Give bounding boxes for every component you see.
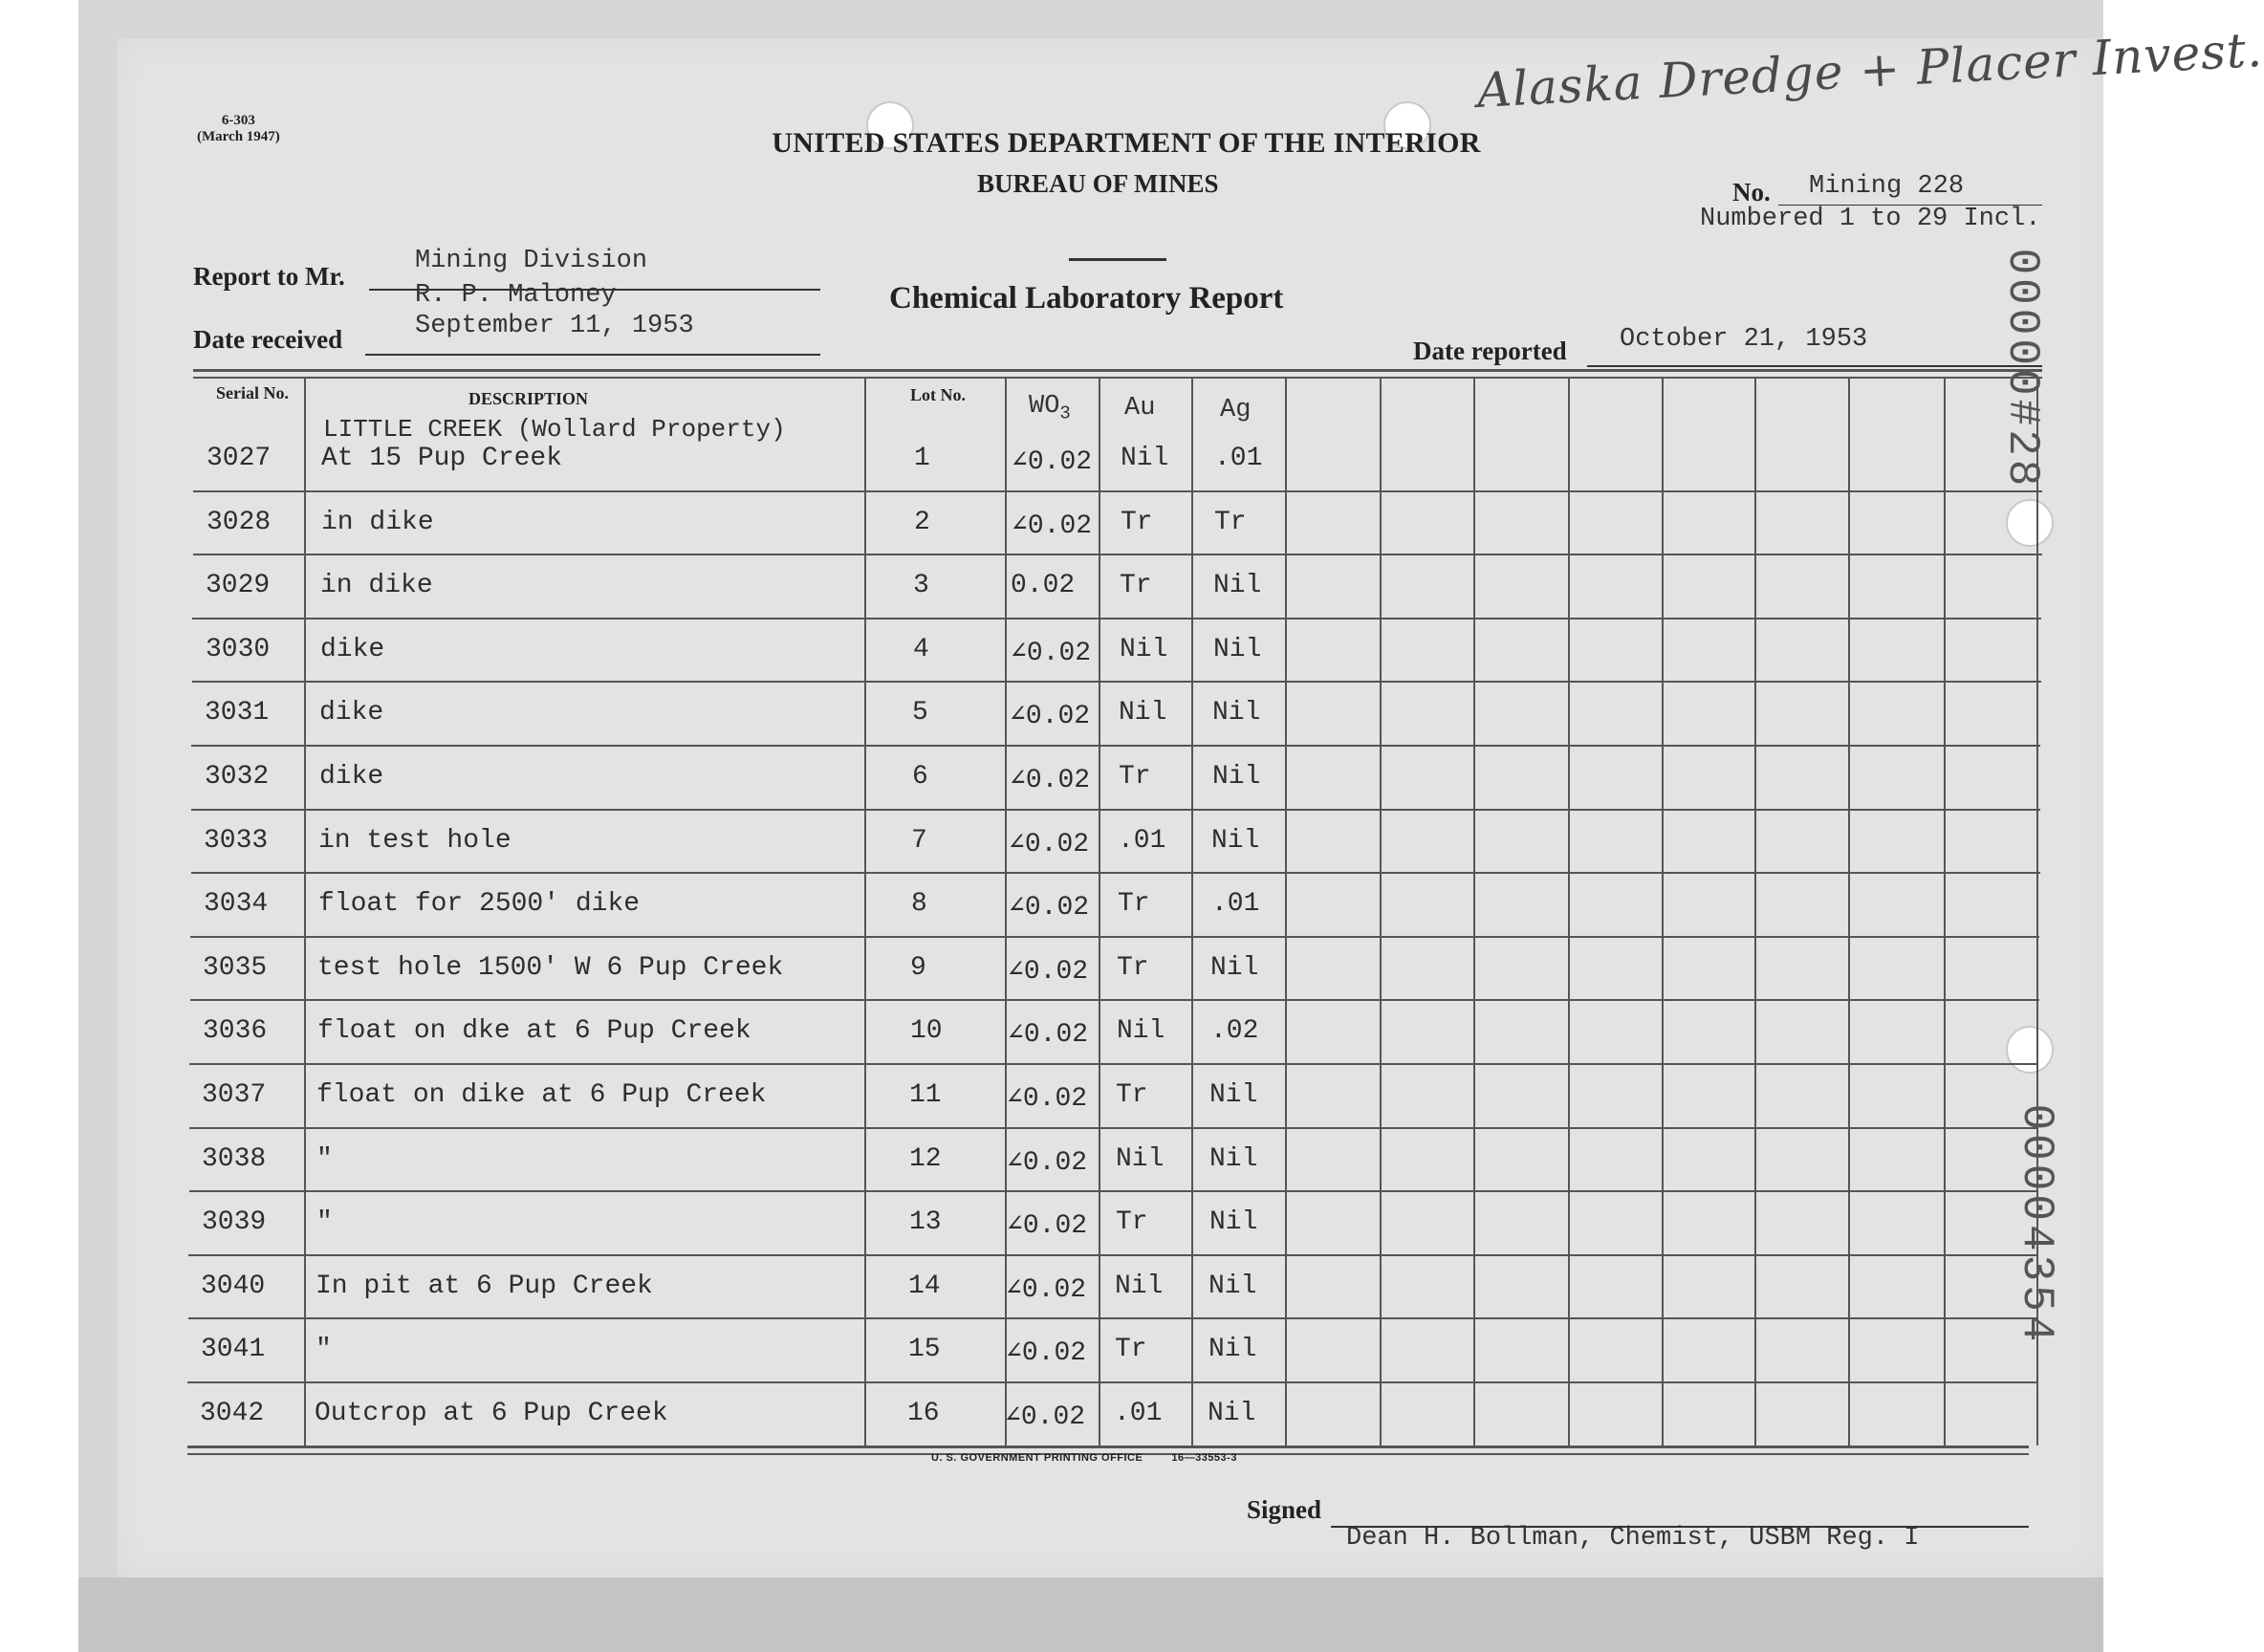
column-header-ag: Ag: [1220, 396, 1252, 424]
title-rule: [1069, 258, 1166, 261]
table-row-rule: [190, 936, 2039, 938]
wo3-cell: ∠0.02: [1012, 511, 1093, 541]
table-bottom-rule: [187, 1446, 2029, 1448]
scan-bottom-edge: [78, 1577, 2103, 1652]
wo3-cell: ∠0.02: [1012, 447, 1093, 477]
ag-cell: .01: [1211, 889, 1260, 919]
column-header-description: DESCRIPTION: [468, 389, 589, 408]
table-column-rule: [1754, 379, 1756, 1446]
lot-cell: 4: [913, 635, 929, 664]
description-cell: in test hole: [318, 826, 512, 856]
lot-cell: 9: [910, 953, 926, 983]
table-row-rule: [193, 490, 2042, 492]
wo3-cell: ∠0.02: [1009, 830, 1090, 859]
description-cell: float on dke at 6 Pup Creek: [317, 1016, 751, 1046]
date-reported-value: October 21, 1953: [1620, 325, 1868, 354]
wo3-cell: ∠0.02: [1007, 1084, 1088, 1114]
date-received-value: September 11, 1953: [415, 312, 694, 340]
table-column-rule: [1191, 379, 1193, 1446]
au-cell: Tr: [1119, 762, 1151, 792]
table-column-rule: [1944, 379, 1946, 1446]
wo3-cell: ∠0.02: [1008, 1020, 1089, 1050]
serial-cell: 3037: [202, 1080, 267, 1110]
serial-cell: 3040: [201, 1272, 266, 1301]
description-cell: test hole 1500' W 6 Pup Creek: [317, 953, 784, 983]
wo3-cell: ∠0.02: [1009, 893, 1090, 923]
au-cell: Nil: [1120, 635, 1168, 664]
au-cell: Tr: [1115, 1335, 1147, 1364]
signature-name: Dean H. Bollman, Chemist, USBM Reg. I: [1346, 1524, 1920, 1553]
column-header-serial: Serial No.: [216, 383, 289, 402]
au-cell: Tr: [1117, 953, 1149, 983]
au-cell: Tr: [1116, 1080, 1148, 1110]
wo3-cell: ∠0.02: [1010, 702, 1091, 731]
description-cell: ": [316, 1335, 332, 1364]
ag-cell: .02: [1210, 1016, 1259, 1046]
au-cell: Nil: [1117, 1016, 1165, 1046]
table-row-rule: [187, 1381, 2036, 1383]
serial-cell: 3042: [200, 1399, 265, 1428]
column-header-au: Au: [1124, 394, 1156, 423]
serial-cell: 3038: [202, 1144, 267, 1174]
wo3-cell: 0.02: [1011, 571, 1076, 600]
ag-cell: Nil: [1209, 1144, 1258, 1174]
table-column-rule: [1285, 379, 1287, 1446]
lot-cell: 8: [911, 889, 927, 919]
table-row-rule: [189, 1127, 2038, 1129]
description-cell: float on dike at 6 Pup Creek: [316, 1080, 767, 1110]
serial-cell: 3029: [206, 571, 271, 600]
wo3-cell: ∠0.02: [1010, 766, 1091, 795]
table-column-rule: [1662, 379, 1664, 1446]
table-column-rule: [1099, 379, 1100, 1446]
table-column-rule: [2036, 379, 2038, 1446]
serial-cell: 3035: [203, 953, 268, 983]
numbered-range: Numbered 1 to 29 Incl.: [1700, 205, 2041, 233]
table-column-rule: [1380, 379, 1382, 1446]
table-row-rule: [189, 1063, 2038, 1065]
ag-cell: Nil: [1210, 953, 1259, 983]
report-to-line2: R. P. Maloney: [415, 281, 617, 310]
table-row-rule: [192, 618, 2041, 620]
handwritten-annotation: Alaska Dredge + Placer Invest.: [1475, 21, 2264, 119]
wo3-cell: ∠0.02: [1007, 1211, 1088, 1241]
au-cell: Nil: [1116, 1144, 1165, 1174]
printer-note: U. S. GOVERNMENT PRINTING OFFICE 16—33553-3: [931, 1452, 1237, 1464]
signed-label: Signed: [1247, 1495, 1322, 1524]
serial-cell: 3033: [204, 826, 269, 856]
description-cell: At 15 Pup Creek: [321, 444, 563, 473]
serial-cell: 3039: [202, 1207, 267, 1237]
au-cell: Nil: [1115, 1272, 1164, 1301]
description-cell: in dike: [321, 508, 434, 537]
table-column-rule: [1473, 379, 1475, 1446]
ag-cell: .01: [1214, 444, 1263, 473]
description-cell: Outcrop at 6 Pup Creek: [315, 1399, 668, 1428]
wo3-cell: ∠0.02: [1006, 1275, 1087, 1305]
description-cell: dike: [320, 635, 385, 664]
wo3-cell: ∠0.02: [1011, 639, 1092, 668]
au-cell: .01: [1114, 1399, 1163, 1428]
lot-cell: 6: [912, 762, 928, 792]
table-row-rule: [191, 872, 2040, 874]
bureau-heading: BUREAU OF MINES: [977, 169, 1219, 198]
lot-cell: 12: [909, 1144, 942, 1174]
table-row-rule: [191, 745, 2040, 747]
au-cell: Tr: [1116, 1207, 1148, 1237]
table-row-rule: [189, 1190, 2038, 1192]
ag-cell: Nil: [1208, 1272, 1257, 1301]
table-column-rule: [304, 379, 306, 1446]
au-cell: Tr: [1120, 571, 1152, 600]
serial-cell: 3034: [204, 889, 269, 919]
table-row-rule: [191, 809, 2040, 811]
lot-cell: 5: [912, 698, 928, 728]
table-row-rule: [190, 999, 2039, 1001]
wo3-cell: ∠0.02: [1005, 1402, 1086, 1432]
ag-cell: Nil: [1208, 1335, 1257, 1364]
au-cell: Tr: [1118, 889, 1150, 919]
date-received-label: Date received: [193, 325, 343, 354]
au-cell: Nil: [1119, 698, 1167, 728]
serial-cell: 3041: [201, 1335, 266, 1364]
wo3-cell: ∠0.02: [1008, 957, 1089, 987]
ag-cell: Nil: [1209, 1207, 1258, 1237]
date-reported-underline: [1587, 365, 2042, 367]
description-cell: float for 2500' dike: [318, 889, 641, 919]
serial-cell: 3032: [205, 762, 270, 792]
serial-cell: 3031: [205, 698, 270, 728]
ag-cell: Nil: [1208, 1399, 1256, 1428]
lot-cell: 10: [910, 1016, 943, 1046]
lot-cell: 15: [908, 1335, 941, 1364]
serial-cell: 3028: [207, 508, 272, 537]
table-row-rule: [188, 1317, 2037, 1319]
lot-cell: 2: [914, 508, 930, 537]
wo3-cell: ∠0.02: [1006, 1338, 1087, 1368]
lot-cell: 16: [907, 1399, 940, 1428]
lot-cell: 3: [913, 571, 929, 600]
description-cell: ": [316, 1144, 333, 1174]
ag-cell: Nil: [1211, 826, 1260, 856]
table-row-rule: [193, 554, 2042, 555]
form-edition: (March 1947): [197, 129, 280, 144]
lot-cell: 1: [914, 444, 930, 473]
column-header-lot: Lot No.: [910, 385, 966, 404]
au-cell: Nil: [1121, 444, 1169, 473]
side-stamp-lower: 00004354: [2012, 1103, 2061, 1346]
ag-cell: Nil: [1213, 635, 1262, 664]
form-number: 6-303: [221, 113, 255, 128]
side-stamp-upper: 00000#28: [1997, 248, 2047, 490]
description-cell: ": [316, 1207, 333, 1237]
description-cell: dike: [319, 698, 384, 728]
lot-cell: 7: [911, 826, 927, 856]
table-column-rule: [1568, 379, 1570, 1446]
description-cell: In pit at 6 Pup Creek: [316, 1272, 653, 1301]
department-heading: UNITED STATES DEPARTMENT OF THE INTERIOR: [772, 127, 1481, 159]
table-column-rule: [864, 379, 866, 1446]
lot-cell: 14: [908, 1272, 941, 1301]
table-row-rule: [192, 681, 2041, 683]
table-top-rule: [193, 369, 2042, 372]
serial-cell: 3036: [203, 1016, 268, 1046]
ag-cell: Nil: [1212, 762, 1261, 792]
table-row-rule: [188, 1254, 2037, 1256]
date-received-underline: [365, 354, 820, 356]
table-top-rule-2: [193, 377, 2042, 379]
ag-cell: Tr: [1214, 508, 1247, 537]
description-cell: dike: [319, 762, 384, 792]
column-header-wo3: $WO_3$: [1029, 392, 1071, 424]
ag-cell: Nil: [1209, 1080, 1258, 1110]
serial-cell: 3027: [207, 444, 272, 473]
report-to-label: Report to Mr.: [193, 262, 345, 291]
number-label: No.: [1732, 178, 1771, 206]
lot-cell: 11: [909, 1080, 942, 1110]
table-column-rule: [1848, 379, 1850, 1446]
table-group-heading: LITTLE CREEK (Wollard Property): [323, 415, 786, 444]
wo3-cell: ∠0.02: [1007, 1148, 1088, 1178]
au-cell: .01: [1118, 826, 1166, 856]
au-cell: Tr: [1121, 508, 1153, 537]
ag-cell: Nil: [1213, 571, 1262, 600]
report-to-underline: [369, 289, 820, 291]
serial-cell: 3030: [206, 635, 271, 664]
ag-cell: Nil: [1212, 698, 1261, 728]
date-reported-label: Date reported: [1413, 337, 1567, 365]
report-to-line1: Mining Division: [415, 247, 648, 275]
description-cell: in dike: [320, 571, 433, 600]
report-title: Chemical Laboratory Report: [889, 281, 1284, 315]
number-value: Mining 228: [1809, 172, 1965, 201]
lot-cell: 13: [909, 1207, 942, 1237]
